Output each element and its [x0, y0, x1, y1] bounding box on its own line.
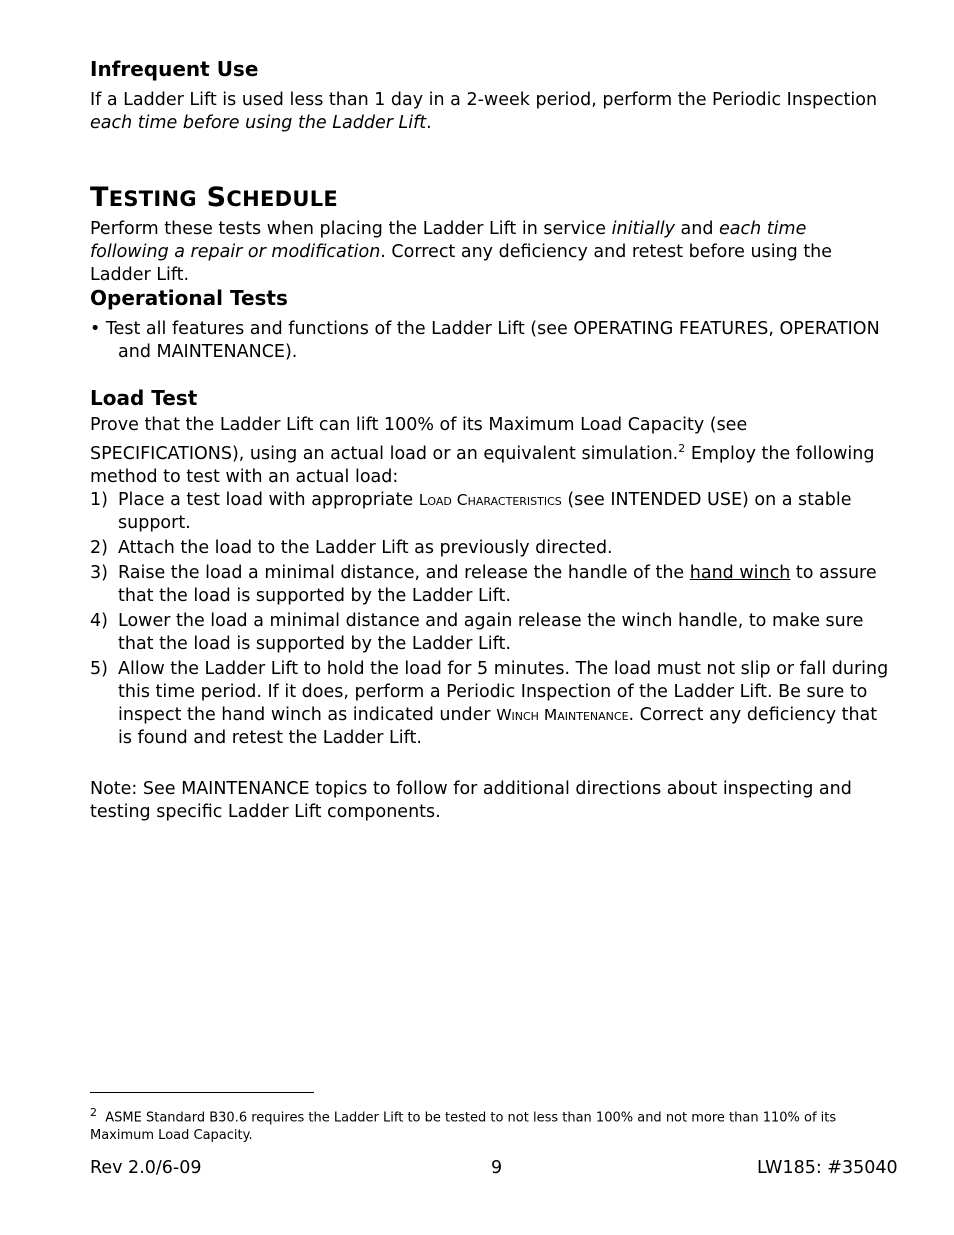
operational-tests-bullet-item [90, 318, 896, 364]
footer-page-number: 9 [491, 1158, 503, 1178]
load-test-intro [90, 414, 890, 489]
step-text-a: Allow the Ladder Lift to hold the load for 5 minutes. The load must not slip or fall during this time period. If it does, perform a Periodic Inspection of the Ladder Lift. Be sure to inspect the hand winch as indicated under [118, 659, 889, 725]
footer-revision: Rev 2.0/6-09 [90, 1158, 202, 1178]
footnote-divider [90, 1092, 314, 1093]
step-text-b: . Correct any deficiency that is found and retest the Ladder Lift. [118, 705, 878, 748]
bullet-glyph: • [90, 319, 101, 339]
infrequent-use-text [90, 89, 890, 135]
title-cap-s: S [206, 182, 227, 213]
footer-doc-id: LW185: #35040 [757, 1158, 898, 1178]
step-number: 5) [90, 659, 108, 679]
infrequent-text-em: each time before using the Ladder Lift [90, 113, 427, 133]
operational-tests-text [90, 318, 896, 364]
infrequent-use-heading: Infrequent Use [90, 57, 259, 81]
testing-schedule-title [90, 182, 338, 215]
schedule-text-b: and [674, 219, 720, 239]
step-text: Attach the load to the Ladder Lift as previously directed. [118, 538, 613, 558]
step-number: 2) [90, 538, 108, 558]
testing-schedule-text [90, 218, 890, 287]
schedule-text-em2: each time following a repair or modification [90, 219, 807, 262]
load-test-heading: Load Test [90, 386, 198, 410]
maintenance-note: Note: See MAINTENANCE topics to follow for additional directions about inspecting and testing specific Ladder Lift components. [90, 779, 852, 822]
step-item [90, 489, 896, 535]
footnote-mark: 2 [90, 1106, 97, 1119]
step-number: 4) [90, 611, 108, 631]
infrequent-text-a: If a Ladder Lift is used less than 1 day in a 2-week period, perform the Periodic Inspection [90, 90, 878, 110]
load-intro-b: Employ the following method to test with an actual load: [90, 443, 875, 487]
operational-bullet-text: Test all features and functions of the Ladder Lift (see OPERATING FEATURES, OPERATION and MAINTENANCE). [105, 319, 880, 362]
step-text-smallcaps: Winch Maintenance [496, 706, 629, 724]
hand-winch-underlined: hand winch [689, 563, 791, 583]
step-item [90, 658, 896, 750]
step-text-a: Raise the load a minimal distance, and release the handle of the [118, 563, 690, 583]
title-cap-t: T [90, 182, 109, 213]
footnote-ref: 2 [678, 442, 686, 455]
step-number: 3) [90, 563, 108, 583]
step-text: Lower the load a minimal distance and again release the winch handle, to make sure that the load is supported by the Ladder Lift. [118, 611, 864, 654]
step-text-smallcaps: Load Characteristics [418, 491, 562, 509]
schedule-text-c: . Correct any deficiency and retest before using the Ladder Lift. [90, 242, 833, 285]
infrequent-text-b: . [426, 113, 432, 133]
load-intro-a: Prove that the Ladder Lift can lift 100% of its Maximum Load Capacity (see SPECIFICATIONS), using an actual load or an equivalent simulation. [90, 415, 748, 464]
step-item [90, 562, 896, 608]
schedule-text-a: Perform these tests when placing the Ladder Lift in service [90, 219, 612, 239]
title-rest-chedule: CHEDULE [226, 187, 339, 211]
step-item [90, 537, 896, 560]
footnote-text: ASME Standard B30.6 requires the Ladder Lift to be tested to not less than 100% and not more than 110% of its Maximum Load Capacity. [90, 1110, 837, 1144]
step-text-b: to assure that the load is supported by the Ladder Lift. [118, 563, 877, 606]
step-text-a: Place a test load with appropriate [118, 490, 419, 510]
schedule-text-em1: initially [611, 219, 675, 239]
step-text-b: (see INTENDED USE) on a stable support. [118, 490, 852, 533]
title-rest-esting: ESTING [108, 187, 197, 211]
load-test-steps [90, 489, 896, 752]
step-number: 1) [90, 490, 108, 510]
step-item [90, 610, 896, 656]
operational-tests-heading: Operational Tests [90, 286, 288, 310]
footnote [90, 1104, 890, 1145]
